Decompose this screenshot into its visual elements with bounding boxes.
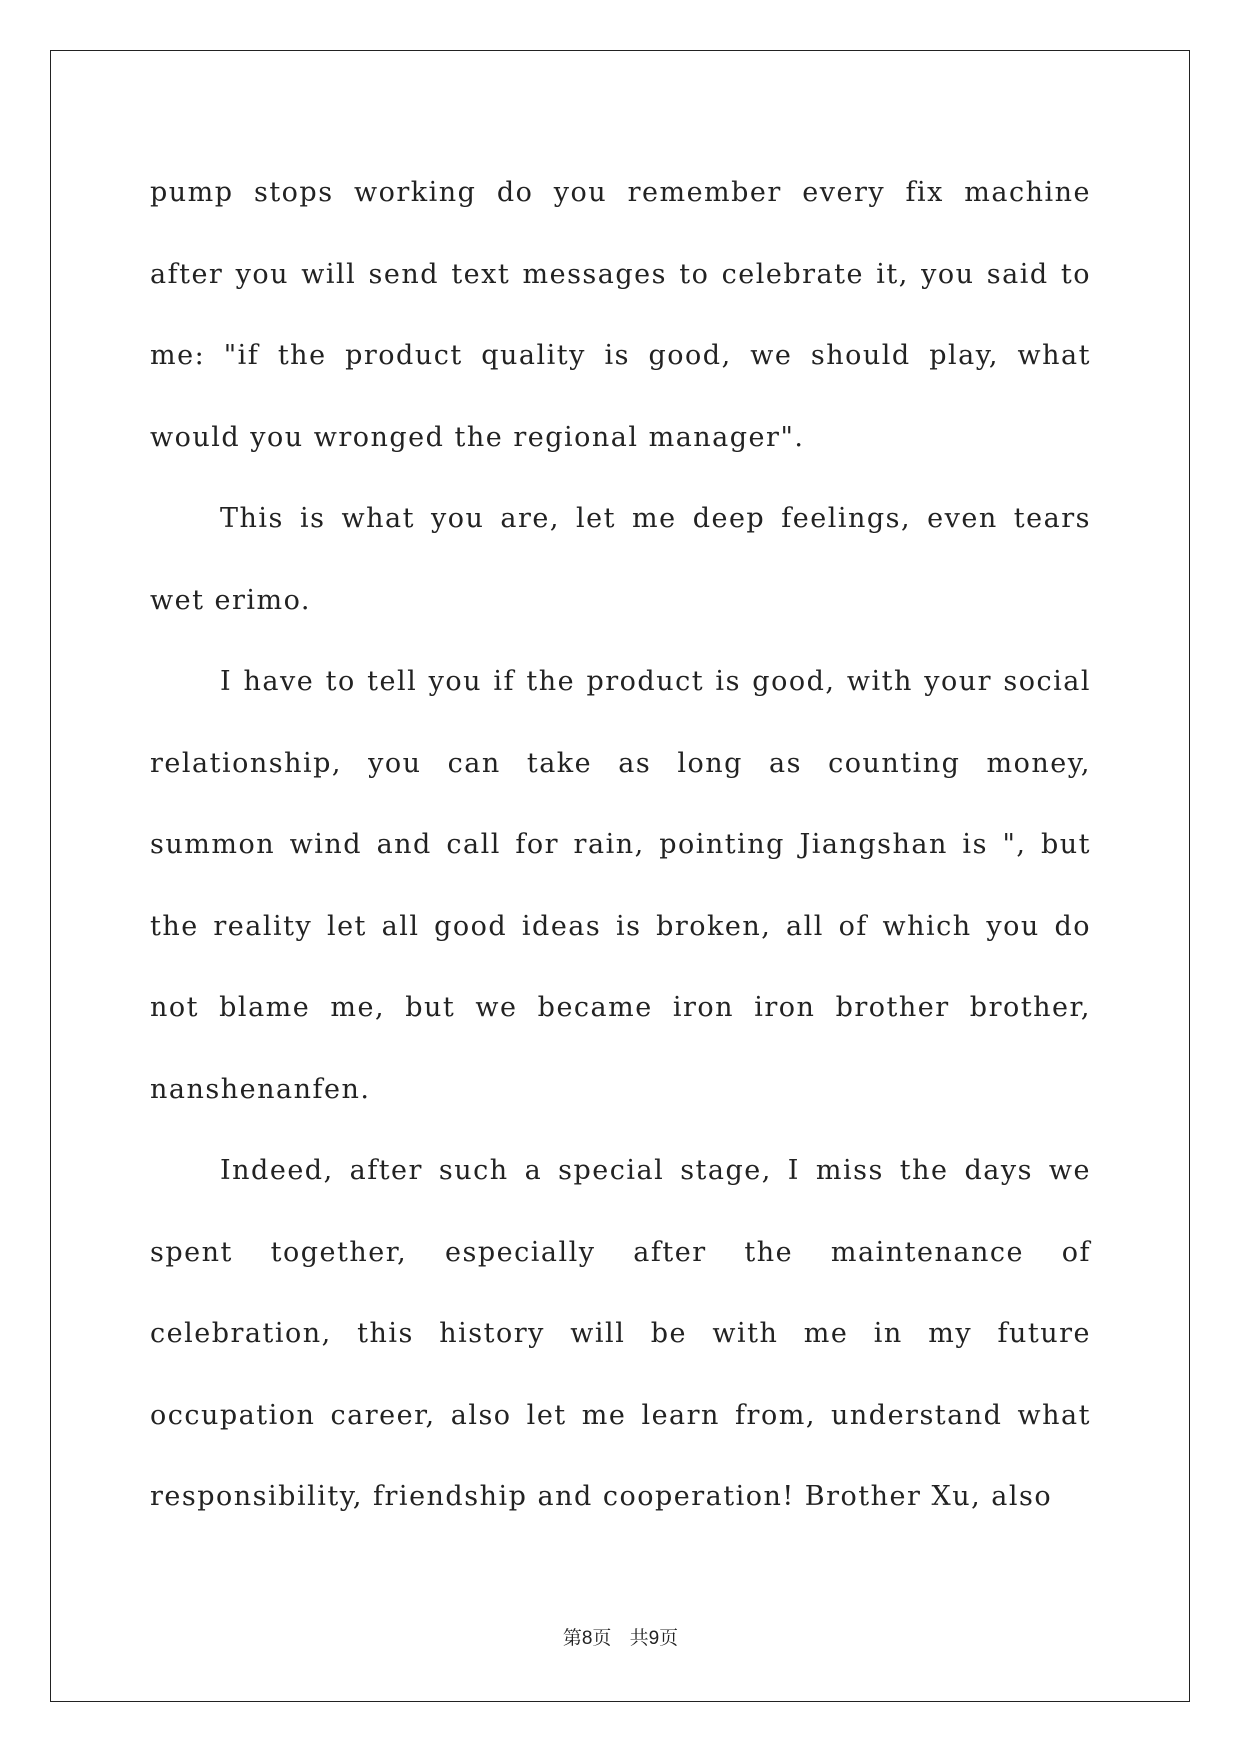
paragraph-4: Indeed, after such a special stage, I miss the days we spent together, especially after the maintenance of celebration, this history will be with me in my future occupation career, also let me learn from, understand what responsibility, friendship and cooperation! Brother Xu, also	[150, 1155, 1091, 1512]
footer-separator	[611, 1627, 629, 1649]
footer-total-prefix: 共	[629, 1627, 649, 1649]
document-body	[150, 152, 1091, 1538]
footer-prefix: 第	[562, 1627, 582, 1649]
page-footer	[0, 1623, 1241, 1650]
footer-page-number: 8	[581, 1628, 593, 1649]
paragraph-1: pump stops working do you remember every fix machine after you will send text messages to celebrate it, you said to me: "if the product quality is good, we should play, what would you wronged the regional manager".	[150, 177, 1091, 453]
footer-page-suffix: 页	[592, 1627, 612, 1649]
paragraph-3: I have to tell you if the product is good, with your social relationship, you can take as long as counting money, summon wind and call for rain, pointing Jiangshan is ", but the reality let all good ideas is broken, all of which you do not blame me, but we became iron iron brother brother, nanshenanfen.	[150, 666, 1091, 1105]
footer-total-pages: 9	[648, 1628, 660, 1649]
paragraph-2: This is what you are, let me deep feelings, even tears wet erimo.	[150, 503, 1091, 616]
footer-total-suffix: 页	[659, 1627, 679, 1649]
